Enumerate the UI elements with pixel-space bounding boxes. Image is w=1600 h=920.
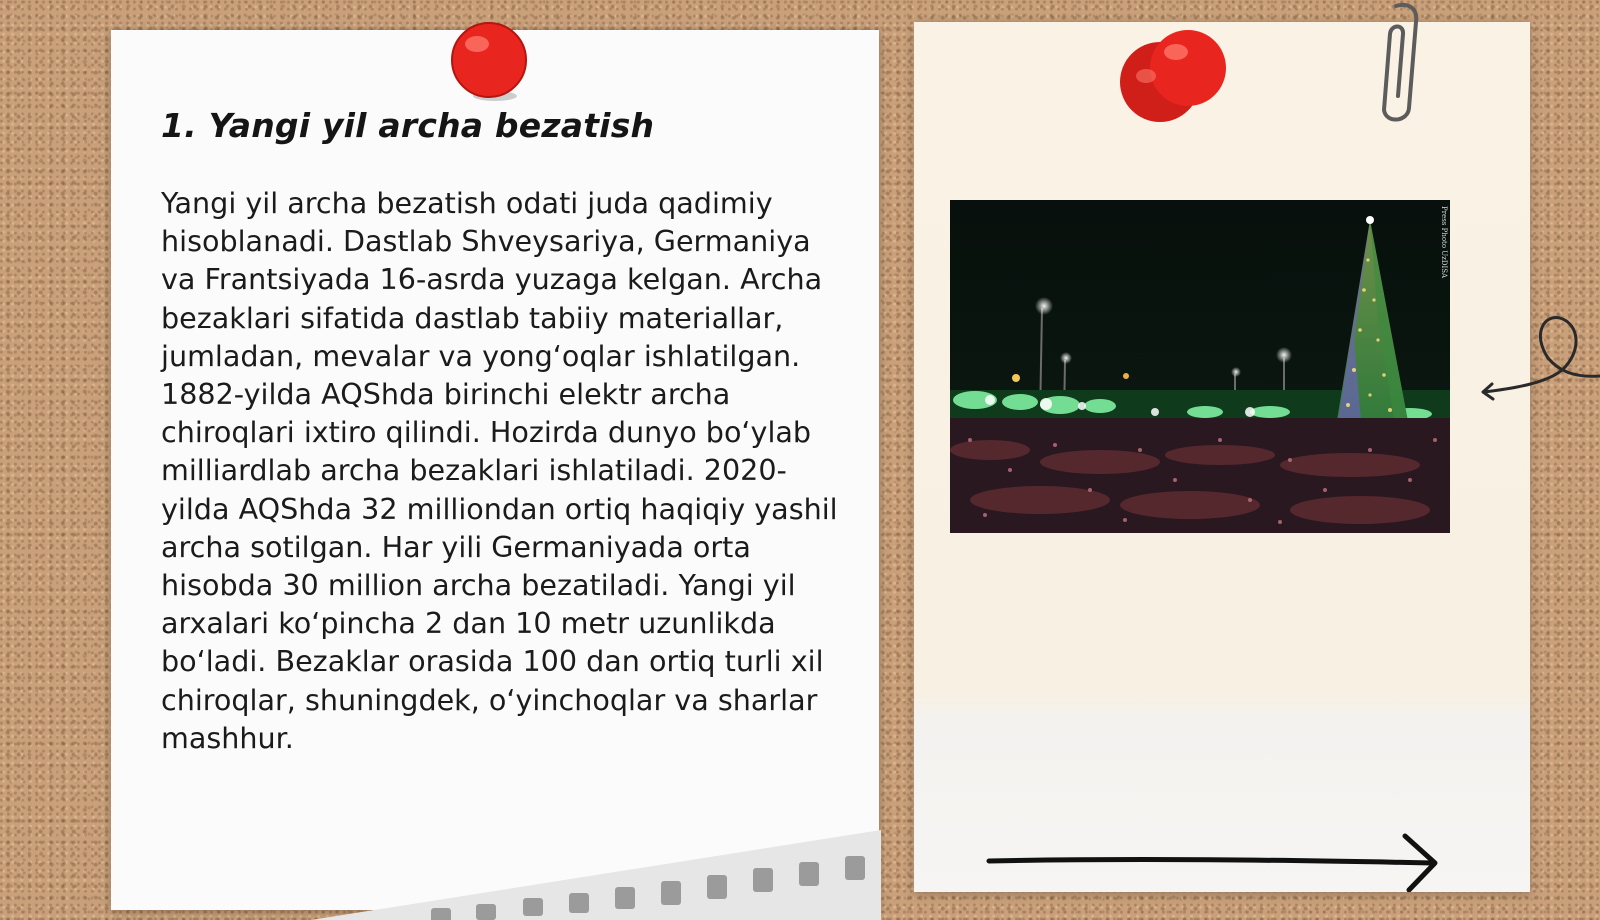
- note-title: 1. Yangi yil archa bezatish: [161, 106, 655, 145]
- note-body-text: Yangi yil archa bezatish odati juda qadimiy hisoblanadi. Dastlab Shveysariya, Germaniya va Frantsiyada 16-asrda yuzaga kelgan. Archa bezaklari sifatida dastlab tabiiy materiallar, jumladan, mevalar va yong‘oqlar ishlatilgan. 1882-yilda AQShda birinchi elektr archa chiroqlari ixtiro qilindi. Hozirda dunyo bo‘ylab milliardlab archa bezaklari ishlatiladi. 2020-yilda AQShda 32 milliondan ortiq haqiqiy yashil archa sotilgan. Har yili Germaniyada orta hisobda 30 million archa bezatiladi. Yangi yil arxalari ko‘pincha 2 dan 10 metr uzunlikda bo‘ladi. Bezaklar orasida 100 dan ortiq turli xil chiroqlar, shuningdek, o‘yinchoqlar va sharlar mashhur.: [161, 186, 838, 755]
- arrow-right-icon: [985, 832, 1445, 892]
- pushpin-left-icon: [451, 20, 531, 104]
- new-year-tree-photo: [950, 200, 1450, 533]
- torn-paper-edge: [311, 830, 881, 920]
- scribble-loop-icon: [1478, 300, 1600, 410]
- text-note-paper: [111, 30, 879, 910]
- paperclip-icon: [1376, 0, 1422, 128]
- photo-caption: Press Photo UzDISA: [1440, 206, 1448, 279]
- pushpin-right-icon: [1120, 30, 1230, 134]
